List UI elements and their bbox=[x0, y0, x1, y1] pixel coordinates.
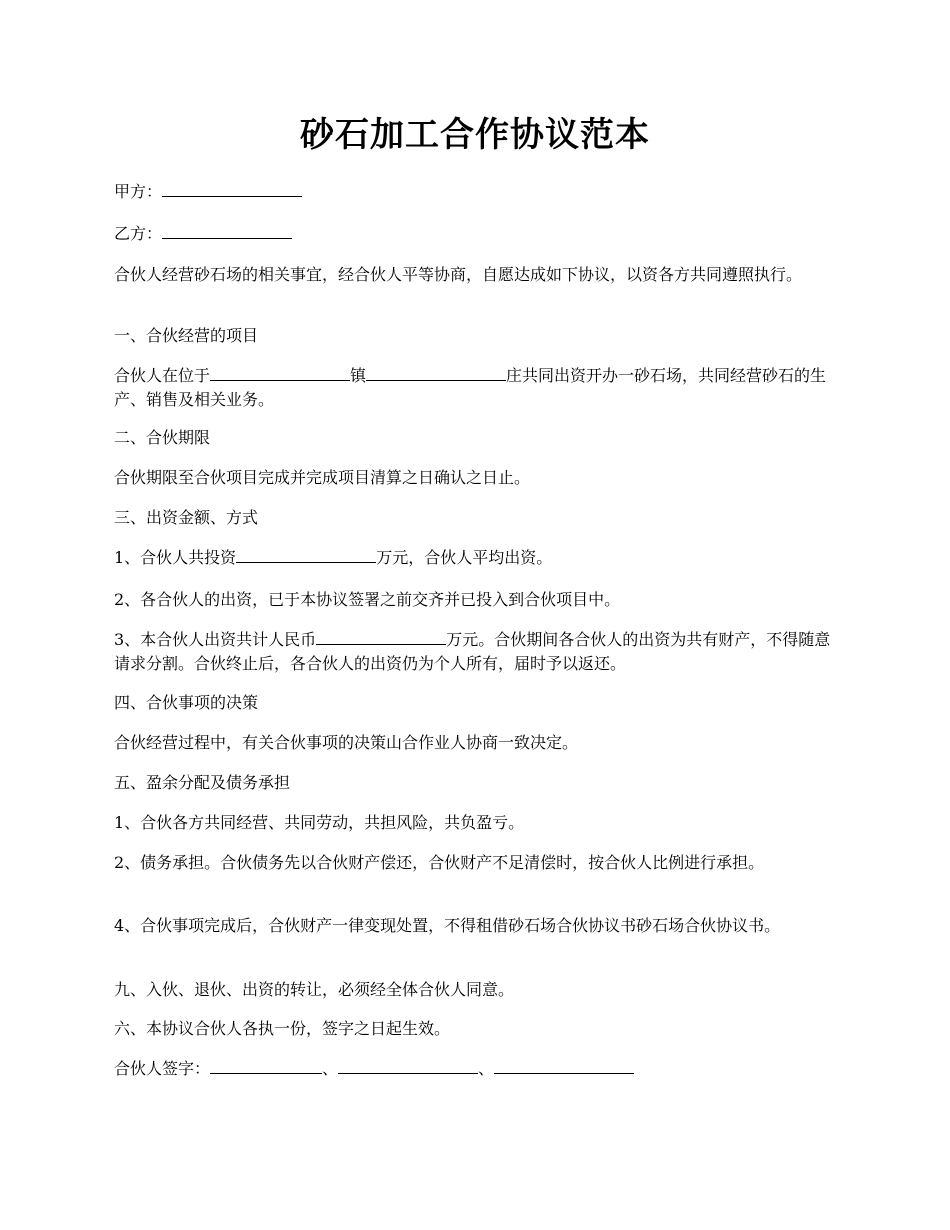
document-title: 砂石加工合作协议范本 bbox=[300, 115, 650, 155]
section-4-heading: 四、合伙事项的决策 bbox=[114, 693, 259, 712]
party-a-blank bbox=[162, 181, 302, 197]
signature-blank-1 bbox=[210, 1058, 322, 1074]
section-3-heading: 三、出资金额、方式 bbox=[114, 508, 259, 527]
section-3-item-1 bbox=[114, 546, 844, 570]
s1-text-b: 镇 bbox=[350, 366, 367, 385]
section-5-heading: 五、盈余分配及债务承担 bbox=[114, 773, 291, 792]
s1-text-c: 庄共同出资开办一砂石场，共同经营砂石的生产、销售及相关业务。 bbox=[114, 366, 827, 409]
section-1-paragraph bbox=[114, 364, 844, 412]
party-a-label: 甲方： bbox=[114, 182, 163, 201]
signature-line bbox=[114, 1057, 844, 1081]
investment-blank bbox=[236, 547, 376, 563]
section-9-paragraph: 九、入伙、退伙、出资的转让，必须经全体合伙人同意。 bbox=[114, 980, 515, 999]
s3-item3-b: 万元。合伙期间各合伙人的出资为共有财产，不得随意请求分割。合伙终止后，各合伙人的出资仍为个人所有，届时予以返还。 bbox=[114, 630, 831, 673]
party-b-blank bbox=[162, 223, 292, 239]
signature-blank-3 bbox=[494, 1058, 634, 1074]
section-5-item-1: 1、合伙各方共同经营、共同劳动，共担风险，共负盈亏。 bbox=[114, 813, 525, 832]
s3-item3-a: 3、本合伙人出资共计人民币 bbox=[114, 630, 317, 649]
section-3-item-2: 2、各合伙人的出资，已于本协议签署之前交齐并已投入到合伙项目中。 bbox=[114, 590, 621, 609]
location-blank-1 bbox=[210, 365, 350, 381]
s3-item1-a: 1、合伙人共投资 bbox=[114, 548, 237, 567]
party-a-line bbox=[114, 180, 844, 204]
party-b-line bbox=[114, 222, 844, 246]
signature-separator-2: 、 bbox=[478, 1059, 495, 1078]
s1-text-a: 合伙人在位于 bbox=[114, 366, 211, 385]
location-blank-2 bbox=[366, 365, 506, 381]
signature-label: 合伙人签字： bbox=[114, 1059, 211, 1078]
section-5-item-4: 4、合伙事项完成后，合伙财产一律变现处置，不得租借砂石场合伙协议书砂石场合伙协议书。 bbox=[114, 916, 781, 935]
section-2-heading: 二、合伙期限 bbox=[114, 428, 211, 447]
party-b-label: 乙方： bbox=[114, 224, 163, 243]
signature-separator-1: 、 bbox=[322, 1059, 339, 1078]
section-2-paragraph: 合伙期限至合伙项目完成并完成项目清算之日确认之日止。 bbox=[114, 468, 531, 487]
rmb-amount-blank bbox=[316, 629, 446, 645]
signature-blank-2 bbox=[338, 1058, 478, 1074]
section-4-paragraph: 合伙经营过程中，有关合伙事项的决策山合作业人协商一致决定。 bbox=[114, 733, 579, 752]
section-6-paragraph: 六、本协议合伙人各执一份，签字之日起生效。 bbox=[114, 1019, 451, 1038]
intro-paragraph: 合伙人经营砂石场的相关事宜，经合伙人平等协商，自愿达成如下协议，以资各方共同遵照执行。 bbox=[114, 265, 803, 284]
s3-item1-b: 万元，合伙人平均出资。 bbox=[376, 548, 553, 567]
section-3-item-3 bbox=[114, 628, 844, 676]
section-5-item-2: 2、债务承担。合伙债务先以合伙财产偿还，合伙财产不足清偿时，按合伙人比例进行承担。 bbox=[114, 853, 765, 872]
section-1-heading: 一、合伙经营的项目 bbox=[114, 326, 259, 345]
